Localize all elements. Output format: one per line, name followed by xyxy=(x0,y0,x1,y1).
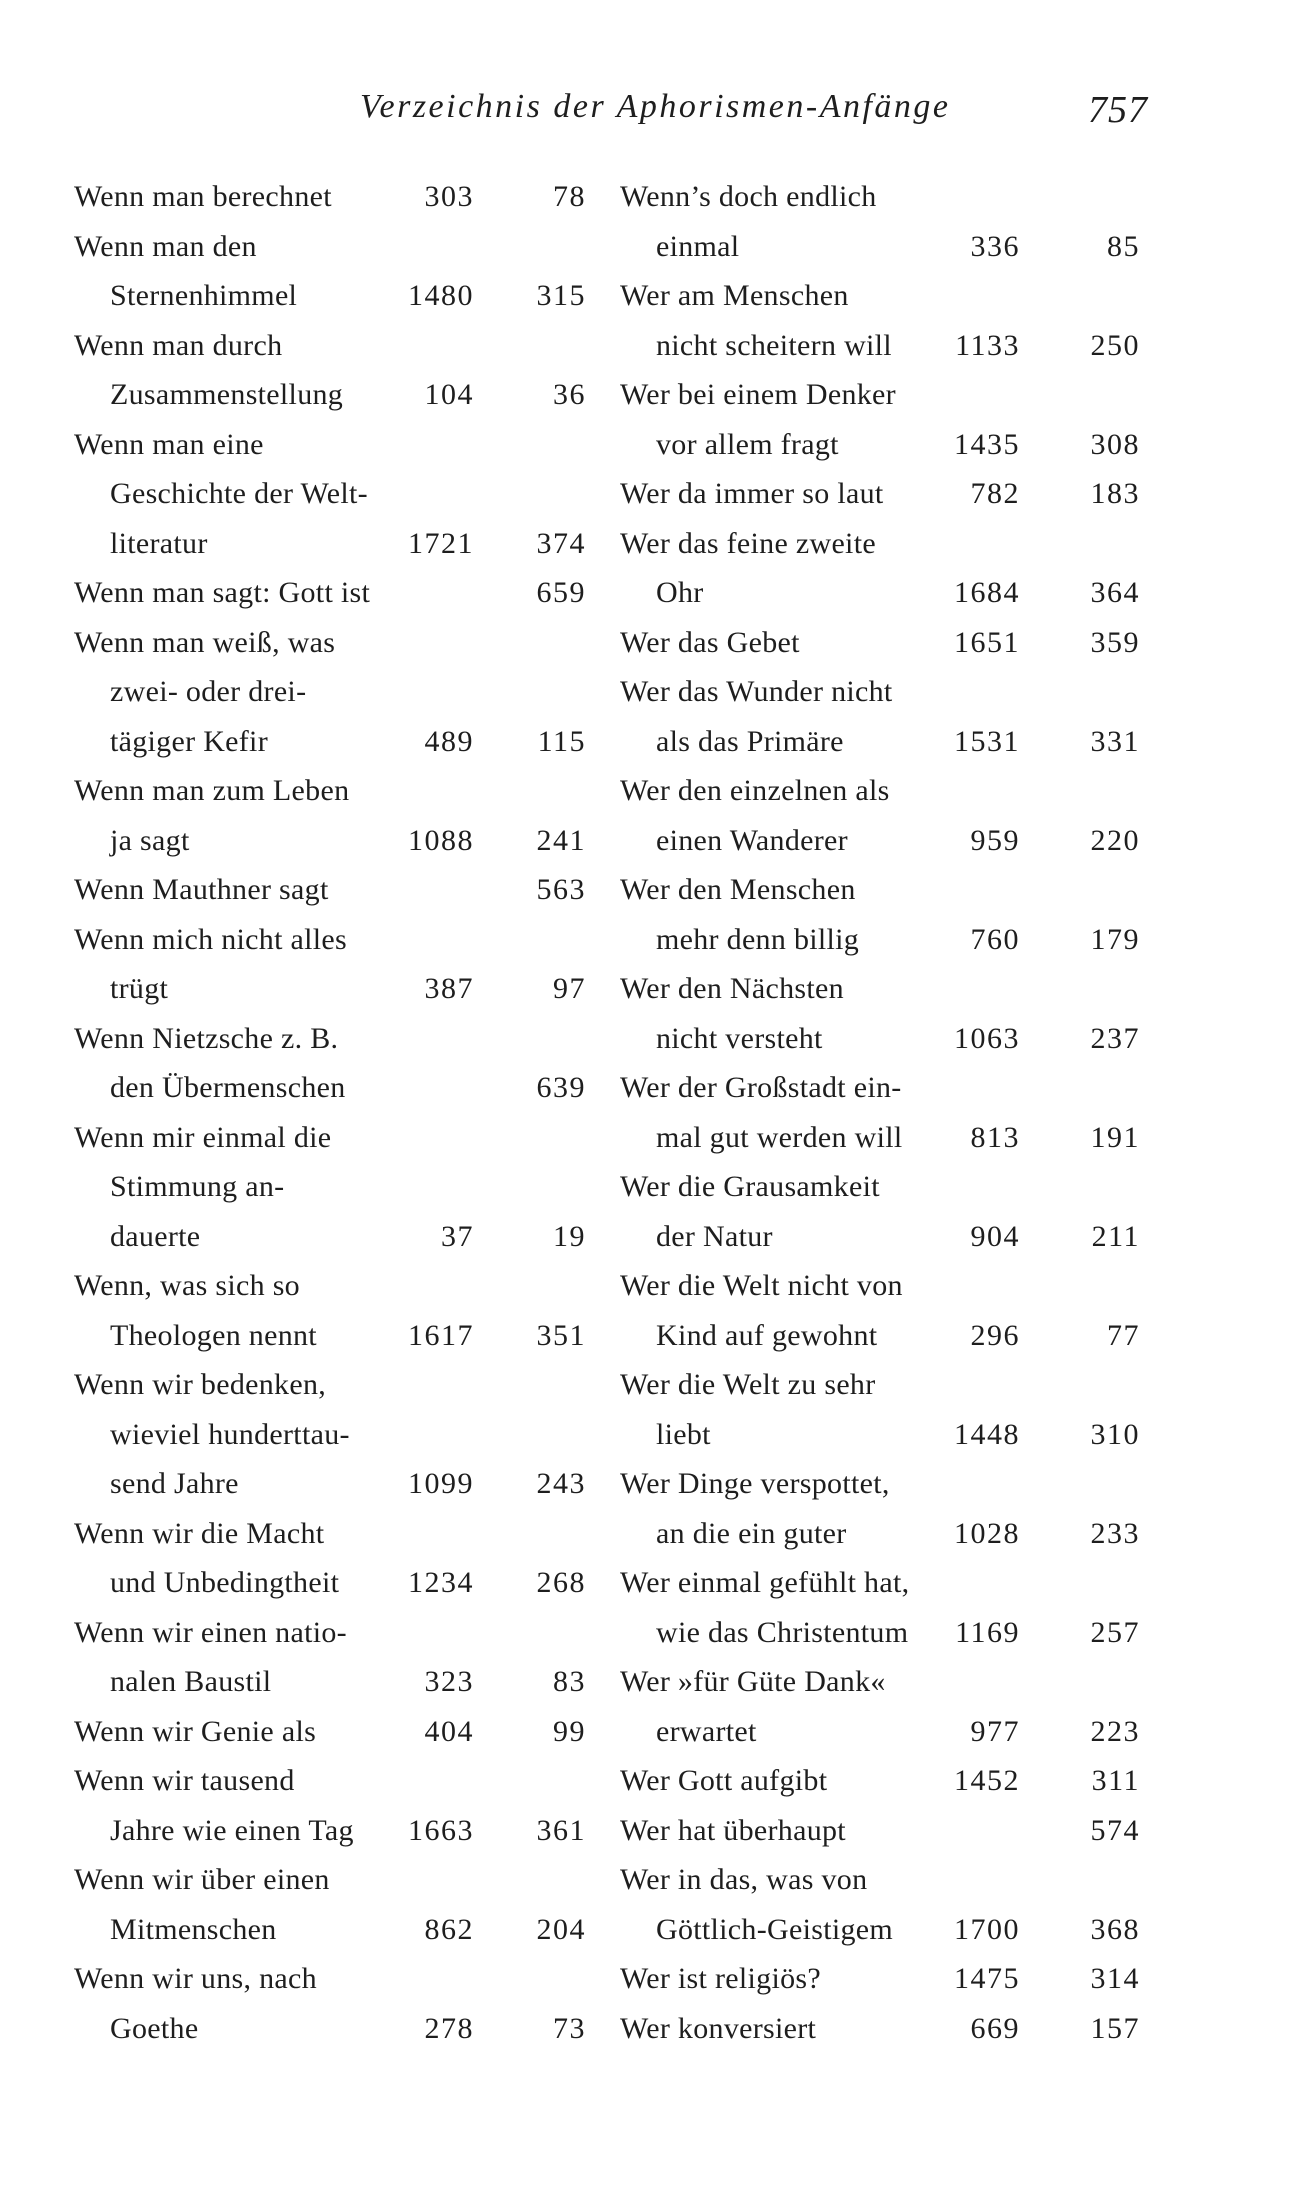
entry-text-line: Wer am Menschen xyxy=(620,279,849,312)
entry-text-line: Zusammenstellung xyxy=(110,378,344,411)
entry-text-line: Wenn man weiß, was xyxy=(74,625,336,659)
aphorism-number: 1651 xyxy=(954,625,1020,659)
aphorism-number: 760 xyxy=(970,922,1020,956)
entry-text-line: Wer den einzelnen als xyxy=(620,774,890,807)
aphorism-number: 1063 xyxy=(954,1021,1020,1055)
entry-text-line: zwei- oder drei- xyxy=(110,675,307,708)
entry-text-line: Wenn wir bedenken, xyxy=(74,1368,327,1401)
index-entry xyxy=(620,2004,1150,2054)
index-entry xyxy=(620,469,1150,519)
index-entry xyxy=(74,1360,594,1509)
entry-text-line: Wer die Grausamkeit xyxy=(620,1170,880,1203)
aphorism-number: 387 xyxy=(424,972,474,1005)
page-reference: 314 xyxy=(1090,1962,1140,1995)
page-reference: 223 xyxy=(1090,1714,1140,1748)
aphorism-number: 323 xyxy=(424,1665,474,1698)
entry-text-line: dauerte xyxy=(110,1219,201,1253)
entry-text-line: Wer da immer so laut xyxy=(620,477,884,510)
aphorism-number: 1452 xyxy=(954,1764,1020,1797)
index-entry xyxy=(74,1954,594,2053)
entry-text-line: vor allem fragt xyxy=(656,427,839,461)
aphorism-number: 1448 xyxy=(954,1417,1020,1451)
page-reference: 563 xyxy=(536,873,586,906)
entry-text-line: Wenn Mauthner sagt xyxy=(74,873,329,906)
entry-text-line: Wenn wir tausend xyxy=(74,1764,295,1797)
aphorism-number: 1475 xyxy=(954,1962,1020,1995)
page-reference: 639 xyxy=(536,1071,586,1104)
page-number: 757 xyxy=(1088,89,1148,131)
entry-text-line: mehr denn billig xyxy=(656,922,860,956)
index-entry xyxy=(620,1806,1150,1856)
entry-text-line: literatur xyxy=(110,526,208,560)
entry-text-line: tägiger Kefir xyxy=(110,724,268,758)
entry-text-line: den Übermenschen xyxy=(110,1071,346,1104)
aphorism-number: 1617 xyxy=(408,1318,474,1352)
index-entry xyxy=(620,1162,1150,1261)
entry-text-line: nicht versteht xyxy=(656,1021,823,1055)
aphorism-number: 278 xyxy=(424,2011,474,2045)
page-reference: 250 xyxy=(1090,328,1140,362)
page-reference: 183 xyxy=(1090,477,1140,510)
entry-text-line: Goethe xyxy=(110,2011,199,2045)
page-reference: 361 xyxy=(536,1813,586,1847)
entry-text-line: Ohr xyxy=(656,576,704,609)
page-reference: 78 xyxy=(553,180,586,213)
page-reference: 311 xyxy=(1091,1764,1140,1797)
index-entry xyxy=(620,1954,1150,2004)
index-entry xyxy=(74,1014,594,1113)
aphorism-number: 104 xyxy=(424,378,474,411)
index-entry xyxy=(74,865,594,915)
page-reference: 368 xyxy=(1090,1912,1140,1946)
aphorism-number: 1684 xyxy=(954,576,1020,609)
entry-text-line: Wenn’s doch endlich xyxy=(620,180,877,213)
index-entry xyxy=(74,1756,594,1855)
entry-text-line: Wer Dinge verspottet, xyxy=(620,1467,890,1500)
page-reference: 220 xyxy=(1090,823,1140,857)
page-reference: 243 xyxy=(536,1467,586,1500)
aphorism-number: 782 xyxy=(970,477,1020,510)
page-reference: 77 xyxy=(1107,1318,1140,1352)
page-reference: 211 xyxy=(1091,1219,1140,1253)
aphorism-number: 37 xyxy=(441,1219,474,1253)
entry-text-line: Wenn wir Genie als xyxy=(74,1714,317,1748)
entry-text-line: liebt xyxy=(656,1417,711,1451)
index-entry xyxy=(74,766,594,865)
page-reference: 331 xyxy=(1090,724,1140,758)
entry-text-line: einmal xyxy=(656,229,740,263)
entry-text-line: Wenn wir einen natio- xyxy=(74,1615,347,1649)
entry-text-line: Wer Gott aufgibt xyxy=(620,1764,828,1797)
entry-text-line: einen Wanderer xyxy=(656,823,848,857)
entry-text-line: erwartet xyxy=(656,1714,757,1748)
entry-text-line: Wer einmal gefühlt hat, xyxy=(620,1566,910,1599)
aphorism-number: 1028 xyxy=(954,1516,1020,1550)
index-entry xyxy=(620,667,1150,766)
aphorism-number: 1435 xyxy=(954,427,1020,461)
page-reference: 97 xyxy=(553,972,586,1005)
entry-text-line: Wer »für Güte Dank« xyxy=(620,1665,886,1698)
index-entry xyxy=(74,618,594,767)
entry-text-line: Wer das Gebet xyxy=(620,625,800,659)
entry-text-line: Sternenhimmel xyxy=(110,279,298,312)
index-entry xyxy=(74,1608,594,1707)
entry-text-line: Wer konversiert xyxy=(620,2011,817,2045)
entry-text-line: und Unbedingtheit xyxy=(110,1566,340,1599)
aphorism-number: 1531 xyxy=(954,724,1020,758)
page-reference: 191 xyxy=(1090,1120,1140,1154)
index-entry xyxy=(620,618,1150,668)
index-entry xyxy=(74,222,594,321)
index-entry xyxy=(74,172,594,222)
page-reference: 241 xyxy=(536,823,586,857)
aphorism-number: 1480 xyxy=(408,279,474,312)
entry-text-line: Wenn man sagt: Gott ist xyxy=(74,576,371,609)
entry-text-line: Mitmenschen xyxy=(110,1912,277,1946)
entry-text-line: Jahre wie einen Tag xyxy=(110,1813,354,1847)
aphorism-number: 1099 xyxy=(408,1467,474,1500)
index-entry xyxy=(74,1113,594,1262)
aphorism-number: 813 xyxy=(970,1120,1020,1154)
index-entry xyxy=(620,964,1150,1063)
index-entry xyxy=(74,1855,594,1954)
entry-text-line: Wenn man berechnet xyxy=(74,180,332,213)
aphorism-number: 1133 xyxy=(955,328,1020,362)
entry-text-line: Wenn mir einmal die xyxy=(74,1120,332,1154)
entry-text-line: Wer der Großstadt ein- xyxy=(620,1071,902,1104)
index-entry xyxy=(620,271,1150,370)
page-reference: 99 xyxy=(553,1714,586,1748)
entry-text-line: Wenn wir über einen xyxy=(74,1863,330,1896)
aphorism-number: 296 xyxy=(970,1318,1020,1352)
entry-text-line: Geschichte der Welt- xyxy=(110,477,368,510)
index-entry xyxy=(620,766,1150,865)
page-reference: 374 xyxy=(536,526,586,560)
index-entry xyxy=(620,1261,1150,1360)
aphorism-number: 669 xyxy=(970,2011,1020,2045)
running-head: Verzeichnis der Aphorismen-Anfänge xyxy=(360,88,951,125)
index-entry xyxy=(620,370,1150,469)
index-entry xyxy=(74,1261,594,1360)
entry-text-line: Wenn wir die Macht xyxy=(74,1516,325,1550)
index-entry xyxy=(74,1509,594,1608)
entry-text-line: Wer hat überhaupt xyxy=(620,1813,846,1847)
page-reference: 351 xyxy=(536,1318,586,1352)
entry-text-line: wie das Christentum xyxy=(656,1615,909,1649)
page-reference: 237 xyxy=(1090,1021,1140,1055)
aphorism-number: 904 xyxy=(970,1219,1020,1253)
entry-text-line: Wenn man eine xyxy=(74,427,264,461)
index-entry xyxy=(620,1360,1150,1459)
aphorism-number: 303 xyxy=(424,180,474,213)
aphorism-number: 1169 xyxy=(955,1615,1020,1649)
page-reference: 315 xyxy=(536,279,586,312)
index-entry xyxy=(620,1063,1150,1162)
index-entry xyxy=(620,865,1150,964)
index-entry xyxy=(620,1558,1150,1657)
page-reference: 36 xyxy=(553,378,586,411)
entry-text-line: Wer das Wunder nicht xyxy=(620,675,893,708)
page-reference: 73 xyxy=(553,2011,586,2045)
index-entry xyxy=(620,172,1150,271)
page-reference: 157 xyxy=(1090,2011,1140,2045)
page-reference: 83 xyxy=(553,1665,586,1698)
index-entry xyxy=(74,420,594,569)
aphorism-number: 1088 xyxy=(408,823,474,857)
aphorism-number: 1663 xyxy=(408,1813,474,1847)
entry-text-line: Wer den Menschen xyxy=(620,873,856,906)
index-entry xyxy=(74,915,594,1014)
page-reference: 233 xyxy=(1090,1516,1140,1550)
entry-text-line: Stimmung an- xyxy=(110,1170,285,1203)
index-column-right xyxy=(620,172,1150,2053)
entry-text-line: Wer das feine zweite xyxy=(620,526,876,560)
index-entry xyxy=(620,1459,1150,1558)
entry-text-line: Wer den Nächsten xyxy=(620,972,844,1005)
page-reference: 574 xyxy=(1090,1813,1140,1847)
index-entry xyxy=(620,1756,1150,1806)
index-entry xyxy=(74,321,594,420)
entry-text-line: Wer ist religiös? xyxy=(620,1962,821,1995)
index-entry xyxy=(74,568,594,618)
entry-text-line: Göttlich-Geistigem xyxy=(656,1912,894,1946)
index-column-left xyxy=(74,172,594,2053)
aphorism-number: 404 xyxy=(424,1714,474,1748)
entry-text-line: Wer die Welt zu sehr xyxy=(620,1368,876,1401)
index-entry xyxy=(620,1855,1150,1954)
page-reference: 268 xyxy=(536,1566,586,1599)
entry-text-line: als das Primäre xyxy=(656,724,844,758)
entry-text-line: send Jahre xyxy=(110,1467,239,1500)
aphorism-number: 336 xyxy=(970,229,1020,263)
page-reference: 204 xyxy=(536,1912,586,1946)
entry-text-line: nalen Baustil xyxy=(110,1665,272,1698)
aphorism-number: 959 xyxy=(970,823,1020,857)
aphorism-number: 1234 xyxy=(408,1566,474,1599)
entry-text-line: Wenn Nietzsche z. B. xyxy=(74,1021,339,1055)
aphorism-number: 977 xyxy=(970,1714,1020,1748)
entry-text-line: Wer in das, was von xyxy=(620,1863,868,1896)
page-reference: 659 xyxy=(536,576,586,609)
entry-text-line: der Natur xyxy=(656,1219,773,1253)
page-reference: 364 xyxy=(1090,576,1140,609)
entry-text-line: Wenn, was sich so xyxy=(74,1269,300,1302)
entry-text-line: Kind auf gewohnt xyxy=(656,1318,878,1352)
page-reference: 359 xyxy=(1090,625,1140,659)
entry-text-line: Wenn man zum Leben xyxy=(74,774,350,807)
entry-text-line: Wer die Welt nicht von xyxy=(620,1269,903,1302)
page-reference: 179 xyxy=(1090,922,1140,956)
aphorism-number: 1721 xyxy=(408,526,474,560)
entry-text-line: Theologen nennt xyxy=(110,1318,317,1352)
index-entry xyxy=(74,1707,594,1757)
entry-text-line: Wenn wir uns, nach xyxy=(74,1962,317,1995)
entry-text-line: trügt xyxy=(110,972,169,1005)
aphorism-number: 1700 xyxy=(954,1912,1020,1946)
page-reference: 310 xyxy=(1090,1417,1140,1451)
page-reference: 257 xyxy=(1090,1615,1140,1649)
index-entry xyxy=(620,519,1150,618)
entry-text-line: an die ein guter xyxy=(656,1516,847,1550)
entry-text-line: Wenn man den xyxy=(74,229,257,263)
page-reference: 85 xyxy=(1107,229,1140,263)
page-reference: 308 xyxy=(1090,427,1140,461)
entry-text-line: Wenn mich nicht alles xyxy=(74,922,347,956)
entry-text-line: nicht scheitern will xyxy=(656,328,892,362)
entry-text-line: ja sagt xyxy=(110,823,190,857)
index-entry xyxy=(620,1657,1150,1756)
entry-text-line: Wer bei einem Denker xyxy=(620,378,896,411)
entry-text-line: wieviel hunderttau- xyxy=(110,1417,350,1451)
page-reference: 19 xyxy=(553,1219,586,1253)
aphorism-number: 862 xyxy=(424,1912,474,1946)
entry-text-line: Wenn man durch xyxy=(74,328,283,362)
entry-text-line: mal gut werden will xyxy=(656,1120,903,1154)
page-reference: 115 xyxy=(537,724,586,758)
aphorism-number: 489 xyxy=(424,724,474,758)
